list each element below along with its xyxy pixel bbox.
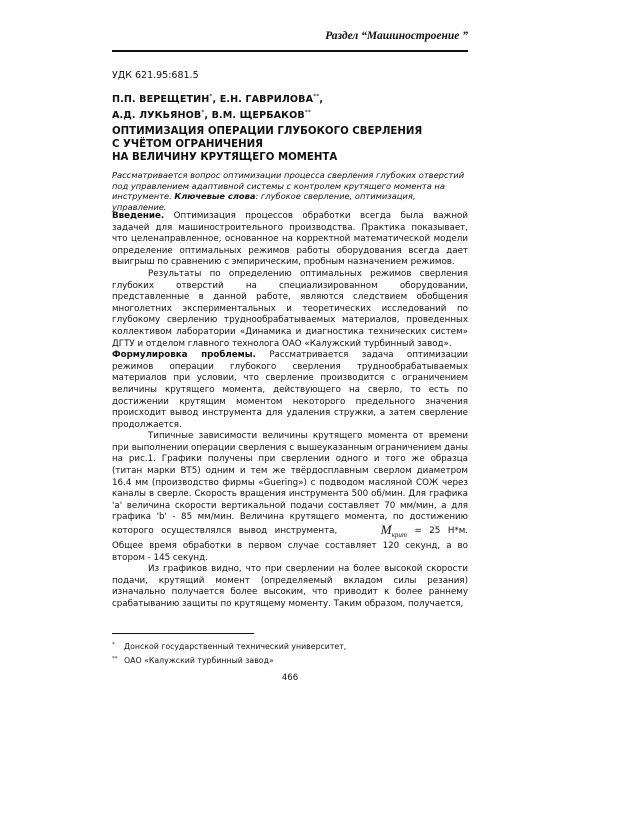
title-line: НА ВЕЛИЧИНУ КРУТЯЩЕГО МОМЕНТА	[112, 152, 338, 163]
footnote-mark: **	[112, 656, 118, 662]
article-body	[112, 211, 468, 611]
author-mark: **	[313, 93, 320, 100]
keywords-text: : глубокое сверление, оптимизация, управление.	[112, 191, 416, 212]
paragraph-intro	[112, 211, 468, 269]
intro-text: Оптимизация процессов обработки всегда была важной задачей для машиностроительного производства. Практика показывает, что целенаправленное, основанное на корректной математической модели определение оптимальных режимов работы оборудования всегда дает выигрыш по сравнению с эмпирическим, пробным назначением режимов.	[112, 211, 468, 268]
authors-line-1: П.П. ВЕРЕЩЕТИН*, Е.Н. ГАВРИЛОВА**,	[112, 93, 324, 105]
footnotes	[112, 639, 346, 667]
paragraph-problem	[112, 350, 468, 431]
keywords-label: Ключевые слова	[174, 191, 256, 202]
problem-label: Формулировка проблемы.	[112, 350, 256, 361]
author-name: А.Д. ЛУКЬЯНОВ	[112, 110, 202, 121]
footnote-mark: *	[112, 642, 115, 648]
formula-symbol: M	[380, 522, 392, 538]
problem-text: Рассматривается задача оптимизации режимов операции глубокого сверления труднообрабатываемых материалов при условии, что сверление производится с ограничением величины крутящего момента, действующего на сверло, то есть по достижении крутящим моментом некоторого предельного значения происходит вывод инструмента для удаления стружки, а затем сверление продолжается.	[112, 350, 468, 430]
author-mark: **	[304, 109, 311, 116]
paragraph-dependencies	[112, 431, 468, 564]
dependencies-text-cont: = 25 Н*м. Общее время обработки в первом случае составляет 120 секунд, а во втором - 145 секунд.	[112, 526, 469, 563]
paragraph-graphs: Из графиков видно, что при сверлении на более высокой скорости подачи, крутящий момент (определяемый вкладом силы резания) изначально получается более высоким, что приводит к более раннему срабатыванию защиты по крутящему моменту. Таким образом, получается,	[112, 564, 468, 609]
footnote-text: ОАО «Калужский турбинный завод»	[124, 656, 274, 665]
page-number: 466	[281, 673, 299, 683]
article-title	[112, 125, 422, 164]
abstract-text: Рассматривается вопрос оптимизации процесса сверления глубоких отверстий под управлением адаптивной системы с контролем крутящего момента на инструменте.	[112, 170, 465, 202]
udk-code: УДК 621.95:681.5	[112, 70, 199, 81]
authors	[112, 90, 323, 122]
dependencies-text: Типичные зависимости величины крутящего момента от времени при выполнении операции сверления с вышеуказанным ограничением даны на рис.1. Графики получены при сверлении одного и того же образца (титан марки ВТ5) одним и тем же твёрдосплавным сверлом диаметром 16.4 мм (производство фирмы «Guering») с подводом масляной СОЖ через каналы в сверле. Скорость вращения инструмента 500 об/мин. Для графика 'a' величина скорости вертикальной подачи составляет 70 мм/мин, а для графика 'b' - 85 мм/мин. Величина крутящего момента, по достижению которого осуществлялся вывод инструмента,	[112, 431, 468, 537]
section-header: Раздел “Машиностроение ”	[325, 30, 468, 42]
author-name: В.М. ЩЕРБАКОВ	[211, 110, 305, 121]
authors-line-2: А.Д. ЛУКЬЯНОВ*, В.М. ЩЕРБАКОВ**	[112, 109, 311, 121]
author-name: П.П. ВЕРЕЩЕТИН	[112, 94, 210, 105]
header-rule	[112, 50, 468, 52]
abstract	[112, 170, 468, 212]
footnote-rule	[112, 633, 254, 634]
intro-label: Введение.	[112, 211, 165, 221]
author-mark: *	[209, 93, 213, 100]
author-mark: *	[201, 109, 205, 116]
formula-m-crit	[345, 524, 407, 541]
footnote-text: Донской государственный технический университет,	[124, 642, 347, 651]
title-line: С УЧЁТОМ ОГРАНИЧЕНИЯ	[112, 139, 264, 150]
footnote	[112, 639, 346, 653]
paragraph-results: Результаты по определению оптимальных режимов сверления глубоких отверстий на специализированном оборудовании, представленные в данной работе, являются следствием обобщения многолетних экспериментальных и теоретических исследований по глубокому сверлению труднообрабатываемых материалов, проведенных коллективом лаборатории «Динамика и диагностика технических систем» ДГТУ и отделом главного технолога ОАО «Калужский турбинный завод».	[112, 268, 468, 349]
formula-subscript: крит	[391, 531, 407, 540]
author-name: Е.Н. ГАВРИЛОВА	[219, 94, 314, 105]
footnote	[112, 653, 346, 667]
title-line: ОПТИМИЗАЦИЯ ОПЕРАЦИИ ГЛУБОКОГО СВЕРЛЕНИЯ	[112, 126, 423, 137]
